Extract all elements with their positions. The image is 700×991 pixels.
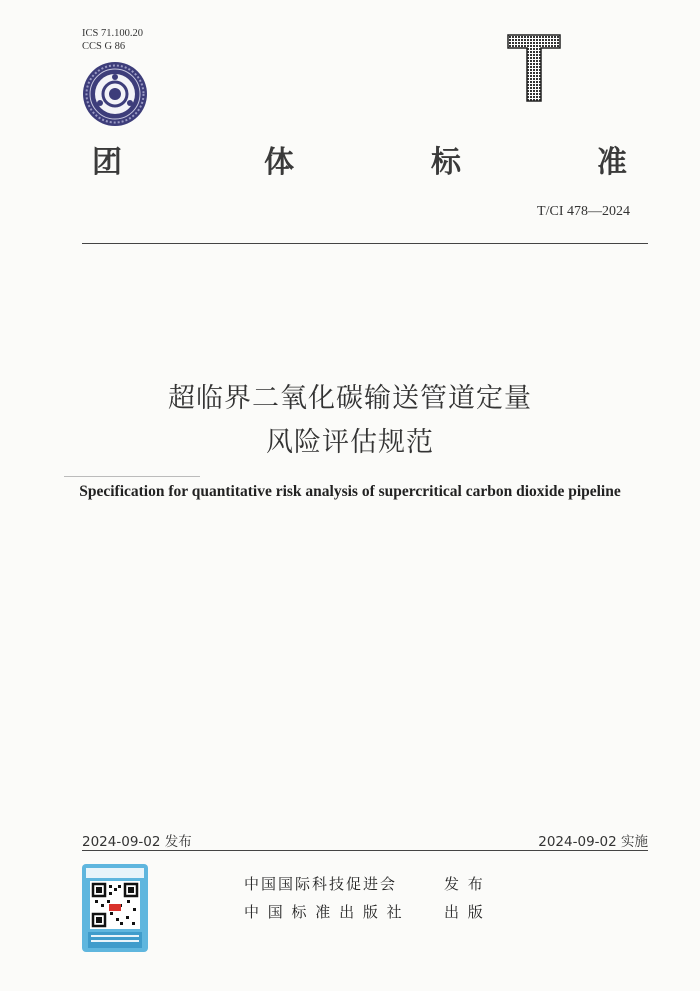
press-name: 中 国 标 准 出 版 社 — [244, 903, 404, 921]
category-char-1: 团 — [92, 145, 124, 180]
header-divider — [82, 243, 648, 244]
ccs-code: CCS G 86 — [82, 41, 126, 52]
footer-divider — [82, 850, 648, 851]
ics-code: ICS 71.100.20 — [82, 28, 143, 39]
category-char-4: 准 — [597, 145, 629, 180]
title-line-2: 风险评估规范 — [266, 427, 434, 458]
category-char-2: 体 — [264, 145, 296, 180]
association-seal-icon — [82, 61, 148, 127]
document-number: T/CI 478—2024 — [537, 204, 630, 219]
title-line-1: 超临界二氧化碳输送管道定量 — [168, 383, 532, 414]
press-role: 出 版 — [444, 903, 485, 921]
title-underline — [64, 476, 200, 477]
category-letter — [506, 33, 562, 103]
issue-date: 2024-09-02 发布 — [82, 834, 192, 850]
qr-code-card — [82, 864, 148, 952]
category-char-3: 标 — [431, 145, 463, 180]
classification-codes — [82, 27, 143, 53]
english-title: Specification for quantitative risk analysis of supercritical carbon dioxide pipeline — [79, 483, 621, 500]
issuer-role: 发 布 — [444, 875, 485, 893]
effective-date: 2024-09-02 实施 — [538, 834, 648, 850]
issuer-name: 中国国际科技促进会 — [244, 875, 398, 893]
